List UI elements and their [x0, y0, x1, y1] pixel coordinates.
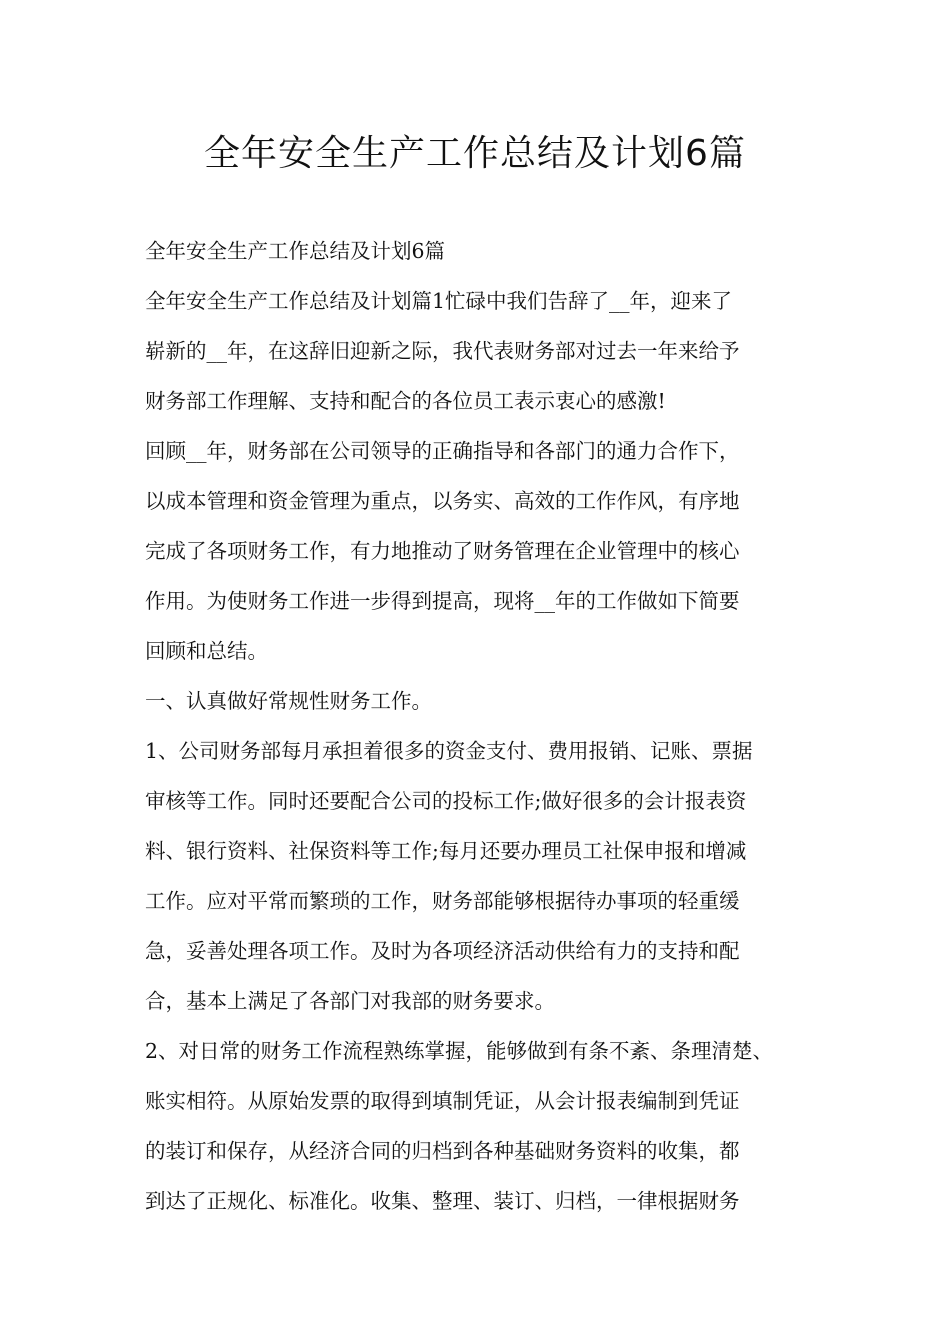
body-line: 账实相符。从原始发票的取得到填制凭证，从会计报表编制到凭证	[145, 1089, 740, 1113]
body-line: 工作。应对平常而繁琐的工作，财务部能够根据待办事项的轻重缓	[145, 889, 740, 913]
body-line: 1、公司财务部每月承担着很多的资金支付、费用报销、记账、票据	[145, 739, 753, 763]
document-title: 全年安全生产工作总结及计划6篇	[204, 133, 746, 174]
body-line: 2、对日常的财务工作流程熟练掌握，能够做到有条不紊、条理清楚、	[145, 1039, 774, 1063]
body-line: 以成本管理和资金管理为重点，以务实、高效的工作作风，有序地	[145, 489, 740, 513]
body-line: 合，基本上满足了各部门对我部的财务要求。	[145, 989, 555, 1013]
body-line: 审核等工作。同时还要配合公司的投标工作;做好很多的会计报表资	[145, 789, 747, 813]
body-line: 到达了正规化、标准化。收集、整理、装订、归档，一律根据财务	[145, 1189, 740, 1213]
body-line: 崭新的__年，在这辞旧迎新之际，我代表财务部对过去一年来给予	[145, 339, 740, 363]
body-line: 财务部工作理解、支持和配合的各位员工表示衷心的感激!	[145, 389, 666, 413]
body-line: 回顾和总结。	[145, 639, 268, 663]
section-heading: 一、认真做好常规性财务工作。	[145, 689, 432, 713]
body-line: 作用。为使财务工作进一步得到提高，现将__年的工作做如下简要	[145, 589, 740, 613]
body-line: 料、银行资料、社保资料等工作;每月还要办理员工社保申报和增减	[145, 839, 747, 863]
body-line: 急，妥善处理各项工作。及时为各项经济活动供给有力的支持和配	[145, 939, 740, 963]
body-line: 完成了各项财务工作，有力地推动了财务管理在企业管理中的核心	[145, 539, 740, 563]
body-line: 的装订和保存，从经济合同的归档到各种基础财务资料的收集，都	[145, 1139, 740, 1163]
body-line: 全年安全生产工作总结及计划6篇	[145, 239, 446, 263]
body-line: 全年安全生产工作总结及计划篇1忙碌中我们告辞了__年，迎来了	[145, 289, 733, 313]
body-line: 回顾__年，财务部在公司领导的正确指导和各部门的通力合作下，	[145, 439, 740, 463]
document-body	[145, 226, 835, 1226]
